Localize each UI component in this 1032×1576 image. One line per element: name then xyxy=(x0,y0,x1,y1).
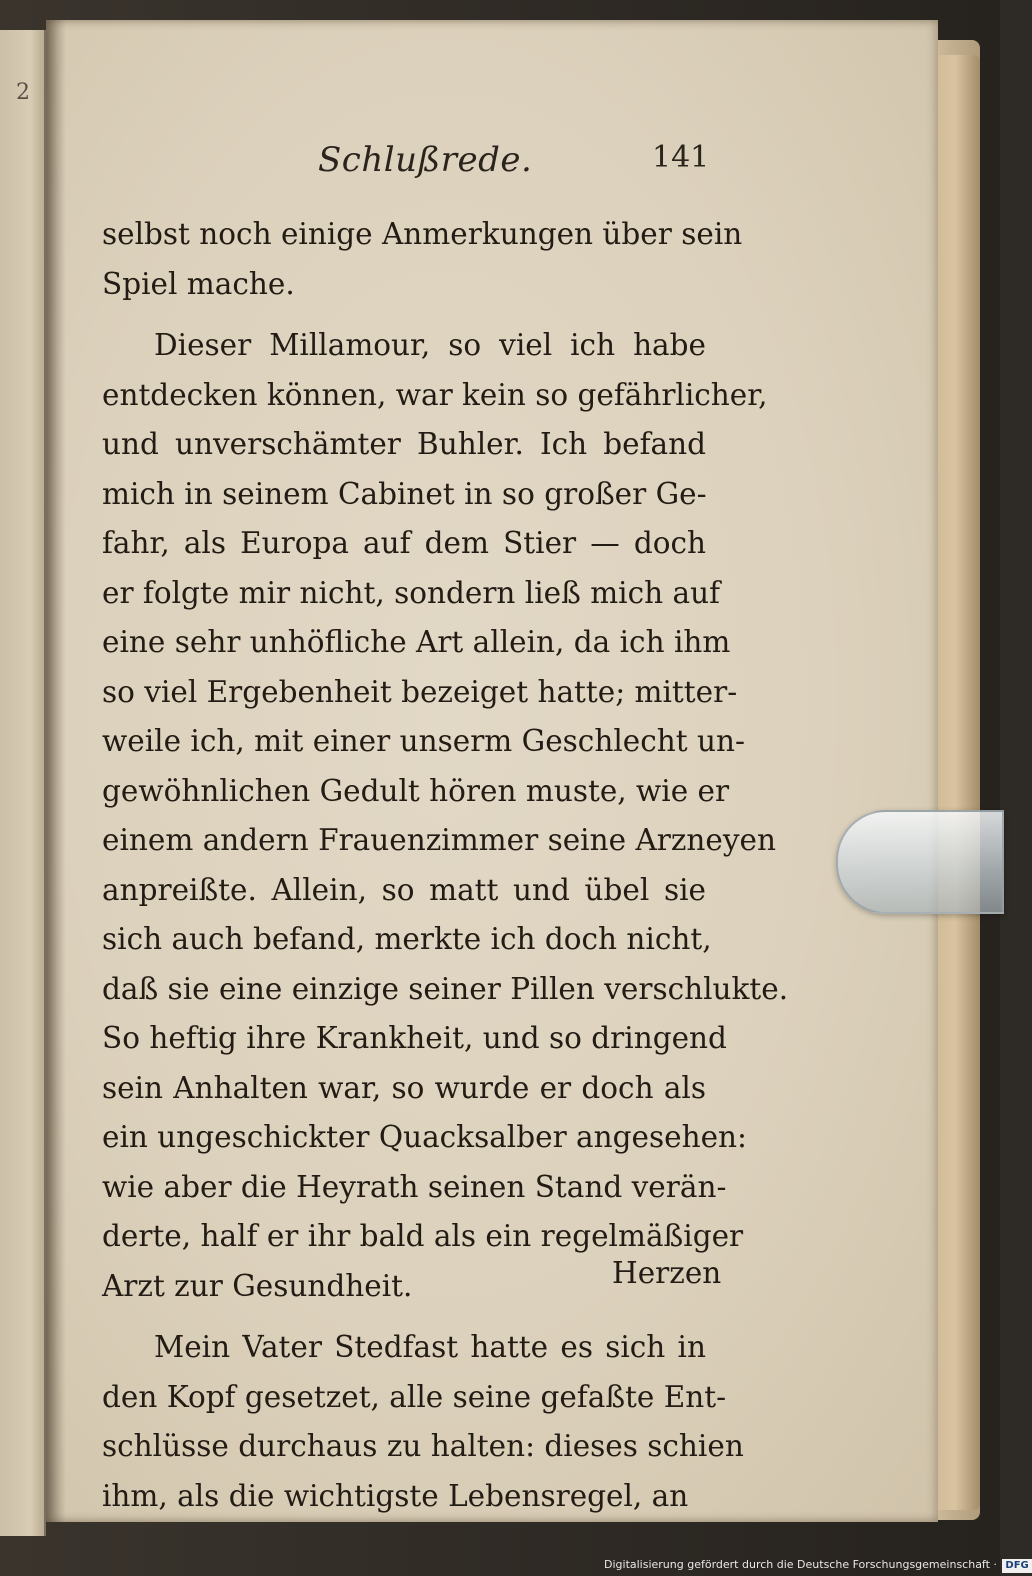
text-line: so viel Ergebenheit bezeiget hatte; mitter- xyxy=(102,674,738,709)
gutter-shadow xyxy=(46,20,66,1522)
body-text xyxy=(102,210,789,1521)
text-line: eine sehr unhöfliche Art allein, da ich ihm xyxy=(102,625,731,659)
text-line: anpreißte. Allein, so matt und übel sie xyxy=(102,872,706,907)
text-line: Arzt zur Gesundheit. xyxy=(102,1268,413,1303)
margin-mark: 2 xyxy=(16,80,30,105)
text-line: weile ich, mit einer unserm Geschlecht un- xyxy=(102,724,745,758)
text-line: sein Anhalten war, so wurde er doch als xyxy=(102,1070,706,1105)
text-line: selbst noch einige Anmerkungen über sein xyxy=(102,217,743,251)
text-line: entdecken können, war kein so gefährlicher, xyxy=(102,377,768,412)
text-line: ihm, als die wichtigste Lebensregel, an xyxy=(102,1478,689,1513)
page-holder-clip xyxy=(836,810,1004,914)
footer-credit xyxy=(604,1556,1029,1574)
text-line: fahr, als Europa auf dem Stier — doch xyxy=(102,526,706,560)
text-line: Spiel mache. xyxy=(102,266,295,301)
text-line: ein ungeschickter Quacksalber angesehen: xyxy=(102,1120,747,1154)
text-line: derte, half er ihr bald als ein regelmäßiger xyxy=(102,1219,744,1253)
text-line: daß sie eine einzige seiner Pillen verschlukte. xyxy=(102,971,789,1006)
dfg-logo: DFG xyxy=(1002,1559,1031,1573)
text-line: So heftig ihre Krankheit, und so dringend xyxy=(102,1021,727,1055)
text-line: wie aber die Heyrath seinen Stand verän- xyxy=(102,1169,727,1204)
text-line: den Kopf gesetzet, alle seine gefaßte Ent- xyxy=(102,1379,727,1414)
running-header: Schlußrede. xyxy=(318,140,533,180)
text-line: schlüsse durchaus zu halten: dieses schien xyxy=(102,1429,744,1463)
catchword: Herzen xyxy=(612,1256,722,1290)
text-line: er folgte mir nicht, sondern ließ mich auf xyxy=(102,575,721,610)
text-line: mich in seinem Cabinet in so großer Ge- xyxy=(102,476,707,511)
page-number: 141 xyxy=(652,140,710,175)
text-line: und unverschämter Buhler. Ich befand xyxy=(102,427,706,461)
left-page-edge xyxy=(0,30,46,1536)
footer-credit-text: Digitalisierung gefördert durch die Deutsche Forschungsgemeinschaft · xyxy=(604,1558,997,1571)
paragraph-gap xyxy=(102,309,706,321)
text-line: gewöhnlichen Gedult hören muste, wie er xyxy=(102,773,730,808)
text-line: Dieser Millamour, so viel ich habe xyxy=(154,328,706,362)
paragraph-gap xyxy=(102,1311,706,1323)
text-line: sich auch befand, merkte ich doch nicht, xyxy=(102,922,712,956)
text-line: einem andern Frauenzimmer seine Arzneyen xyxy=(102,823,776,857)
text-line: Mein Vater Stedfast hatte es sich in xyxy=(154,1330,706,1364)
